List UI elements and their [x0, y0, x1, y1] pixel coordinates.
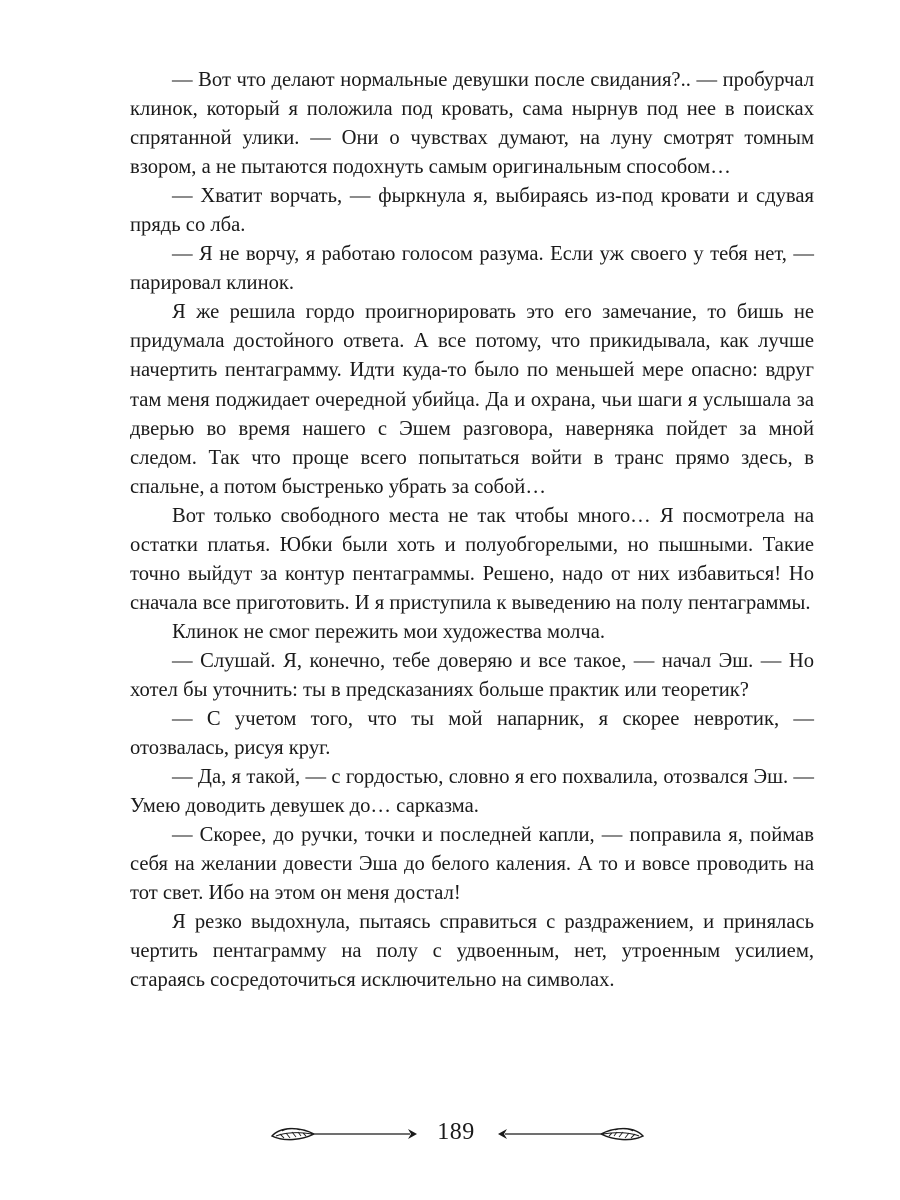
- paragraph-4: Я же решила гордо проигнорировать это его замечание, то бишь не придумала достойного ответа. А все потому, что прикидывала, как лучше начертить пентаграмму. Идти куда-то было по меньшей мере опасно: вдруг там меня поджидает очередной убийца. Да и охрана, чьи шаги я услышала за дверью во время нашего с Эшем разговора, наверняка пойдет за мной следом. Так что проще всего попытаться войти в транс прямо здесь, в спальне, а потом быстренько убрать за собой…: [130, 301, 814, 498]
- paragraph-7: — Слушай. Я, конечно, тебе доверяю и все такое, — начал Эш. — Но хотел бы уточнить: ты в предсказаниях больше практик или теоретик?: [130, 649, 814, 701]
- paragraph-9: — Да, я такой, — с гордостью, словно я его похвалила, отозвался Эш. — Умею доводить девушек до… сарказма.: [130, 766, 814, 818]
- paragraph-3: — Я не ворчу, я работаю голосом разума. Если уж своего у тебя нет, — парировал клинок.: [130, 243, 814, 295]
- page-number: 189: [437, 1119, 475, 1145]
- paragraph-8: — С учетом того, что ты мой напарник, я скорее невротик, — отозвалась, рисуя круг.: [130, 708, 814, 760]
- paragraph-2: — Хватит ворчать, — фыркнула я, выбираясь из-под кровати и сдувая прядь со лба.: [130, 185, 814, 237]
- paragraph-5: Вот только свободного места не так чтобы много… Я посмотрела на остатки платья. Юбки были хоть и полуобгорелыми, но пышными. Такие точно выйдут за контур пентаграммы. Решено, надо от них избавиться! Но сначала все приготовить. И я приступила к выведению на полу пентаграммы.: [130, 504, 814, 614]
- paragraph-1: — Вот что делают нормальные девушки после свидания?.. — пробурчал клинок, который я положила под кровать, сама нырнув под нее в поисках спрятанной улики. — Они о чувствах думают, на луну смотрят томным взором, а не пытаются подохнуть самым оригинальным способом…: [130, 69, 814, 179]
- paragraph-6: Клинок не смог пережить мои художества молча.: [172, 620, 606, 643]
- page-body: [130, 66, 814, 996]
- feather-flourish-arrow-left-icon: [495, 1123, 645, 1152]
- feather-flourish-arrow-right-icon: [270, 1123, 420, 1152]
- paragraph-11: Я резко выдохнула, пытаясь справиться с раздражением, и принялась чертить пентаграмму на полу с удвоенным, нет, утроенным усилием, стараясь сосредоточиться исключительно на символах.: [130, 911, 814, 992]
- page-footer: [0, 1117, 900, 1157]
- paragraph-10: — Скорее, до ручки, точки и последней капли, — поправила я, поймав себя на желании довести Эша до белого каления. А то и вовсе проводить на тот свет. Ибо на этом он меня достал!: [130, 824, 814, 905]
